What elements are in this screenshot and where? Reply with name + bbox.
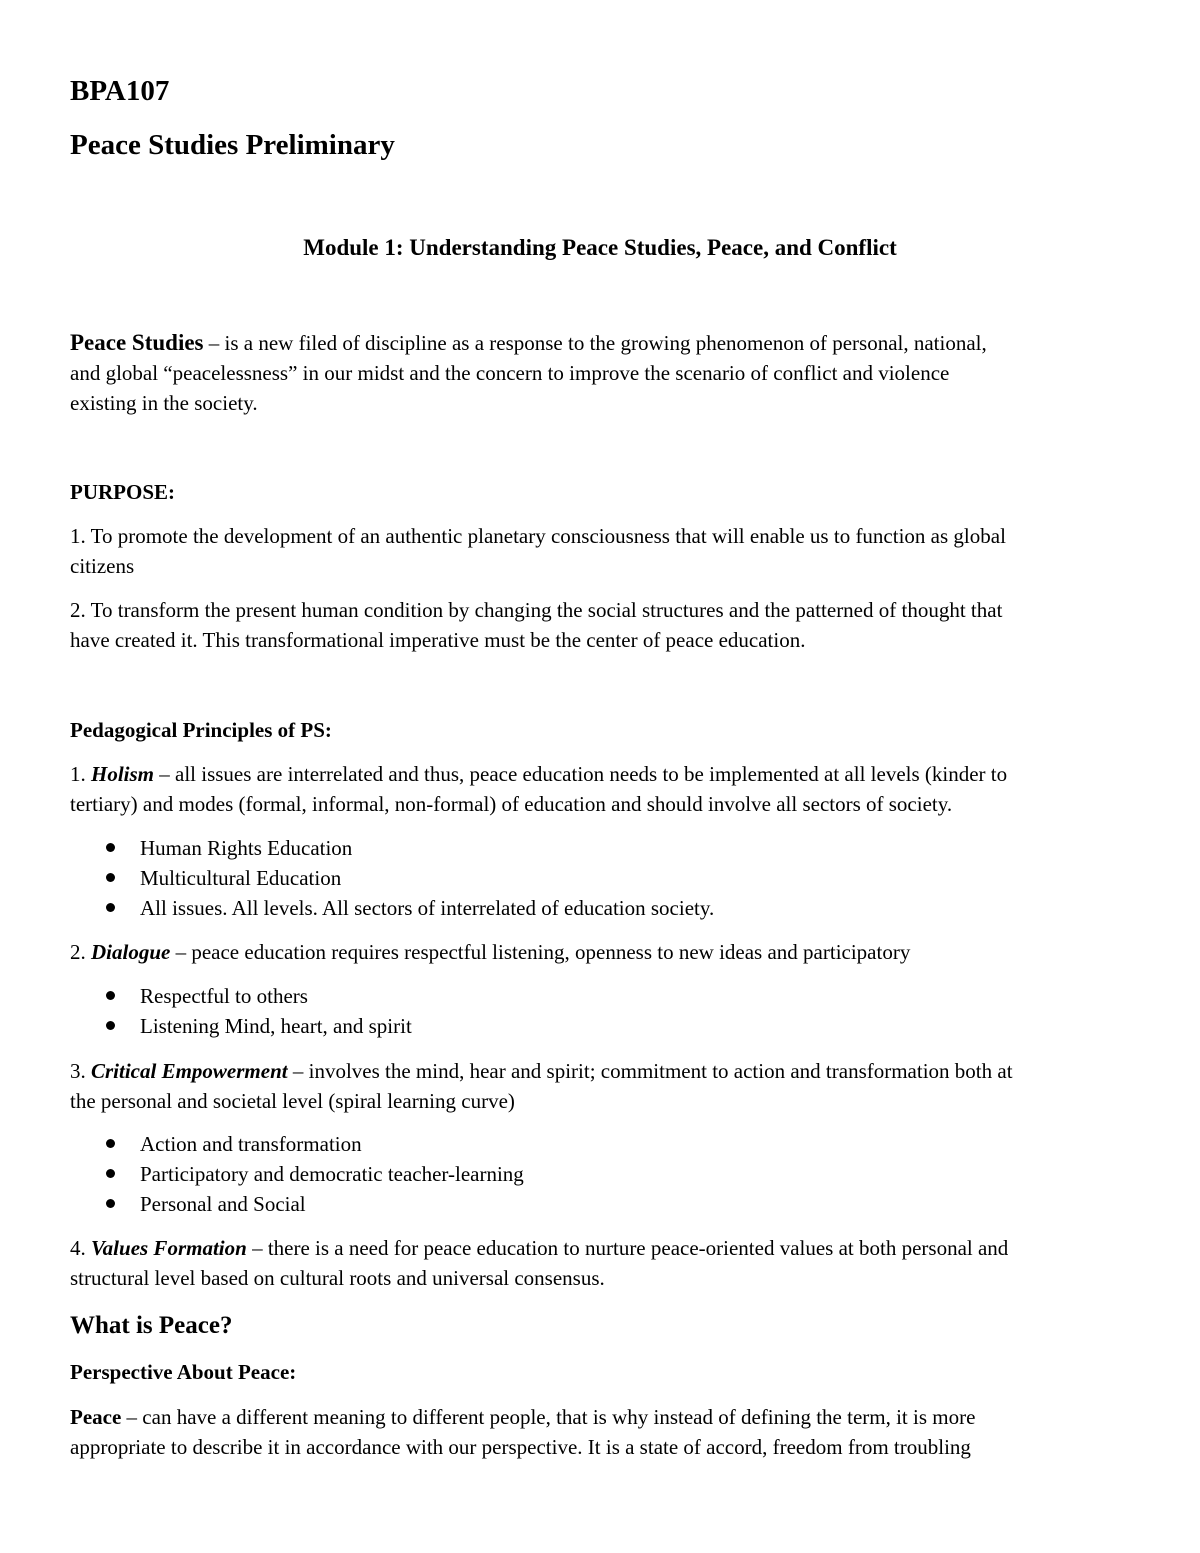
- principle-item: [70, 937, 910, 967]
- list-item-text: Respectful to others: [140, 984, 308, 1008]
- list-item-text: Participatory and democratic teacher-learning: [140, 1162, 524, 1186]
- list-item: [96, 863, 714, 893]
- bullet-icon: [106, 1199, 115, 1208]
- principle-text: – involves the mind, hear and spirit; commitment to action and transformation both at: [287, 1059, 1013, 1083]
- definition-term: Peace Studies: [70, 330, 204, 355]
- bullet-icon: [106, 873, 115, 882]
- list-item: [96, 981, 412, 1011]
- definition-line: and global “peacelessness” in our midst and the concern to improve the scenario of conflict and violence: [70, 361, 950, 385]
- definition-line: existing in the society.: [70, 391, 258, 415]
- bullet-list: [96, 833, 714, 923]
- definition-text: – can have a different meaning to different people, that is why instead of defining the term, it is more: [121, 1405, 976, 1429]
- principle-term: Dialogue: [91, 940, 171, 964]
- perspective-heading: Perspective About Peace:: [70, 1360, 297, 1384]
- peace-definition: [70, 1402, 975, 1462]
- principle-number: 3.: [70, 1059, 91, 1083]
- principle-line: the personal and societal level (spiral learning curve): [70, 1089, 515, 1113]
- definition-line: [70, 328, 987, 358]
- purpose-item: [70, 521, 1006, 581]
- definition-line: [70, 1402, 975, 1432]
- principle-number: 1.: [70, 762, 91, 786]
- principles-heading: Pedagogical Principles of PS:: [70, 718, 332, 742]
- list-item-text: Listening Mind, heart, and spirit: [140, 1014, 412, 1038]
- bullet-icon: [106, 1139, 115, 1148]
- definition-text: – is a new filed of discipline as a response to the growing phenomenon of personal, national,: [203, 331, 987, 355]
- purpose-item-line: citizens: [70, 554, 135, 578]
- principle-text: – peace education requires respectful listening, openness to new ideas and participatory: [170, 940, 911, 964]
- module-title: Module 1: Understanding Peace Studies, Peace, and Conflict: [303, 235, 897, 260]
- bullet-icon: [106, 903, 115, 912]
- list-item-text: Action and transformation: [140, 1132, 362, 1156]
- list-item: [96, 893, 714, 923]
- principle-term: Values Formation: [91, 1236, 247, 1260]
- purpose-item-line: 2. To transform the present human condition by changing the social structures and the patterned of thought that: [70, 598, 1003, 622]
- list-item-text: All issues. All levels. All sectors of interrelated of education society.: [140, 896, 715, 920]
- what-is-peace-heading: What is Peace?: [70, 1312, 233, 1339]
- bullet-icon: [106, 991, 115, 1000]
- principle-line: [70, 937, 910, 967]
- list-item: [96, 1129, 524, 1159]
- bullet-list: [96, 1129, 524, 1219]
- principle-item: [70, 1056, 1013, 1116]
- list-item-text: Human Rights Education: [140, 836, 353, 860]
- principle-item: [70, 759, 1007, 819]
- bullet-icon: [106, 1021, 115, 1030]
- purpose-item-line: have created it. This transformational imperative must be the center of peace education.: [70, 628, 806, 652]
- purpose-item: [70, 595, 1002, 655]
- bullet-list: [96, 981, 412, 1041]
- definition-line: appropriate to describe it in accordance with our perspective. It is a state of accord, freedom from troubling: [70, 1435, 971, 1459]
- principle-term: Holism: [91, 762, 155, 786]
- bullet-icon: [106, 1169, 115, 1178]
- principle-term: Critical Empowerment: [91, 1059, 288, 1083]
- purpose-item-line: 1. To promote the development of an authentic planetary consciousness that will enable us to function as global: [70, 524, 1006, 548]
- list-item: [96, 1189, 524, 1219]
- list-item: [96, 1159, 524, 1189]
- principle-line: [70, 759, 1007, 789]
- purpose-heading: PURPOSE:: [70, 480, 175, 504]
- principle-text: – there is a need for peace education to nurture peace-oriented values at both personal and: [246, 1236, 1009, 1260]
- principle-line: [70, 1056, 1013, 1086]
- document-title: Peace Studies Preliminary: [70, 129, 395, 161]
- principle-item: [70, 1233, 1008, 1293]
- list-item: [96, 833, 714, 863]
- principle-number: 4.: [70, 1236, 91, 1260]
- definition-term: Peace: [70, 1405, 122, 1429]
- principle-number: 2.: [70, 940, 91, 964]
- principle-line: [70, 1233, 1008, 1263]
- list-item: [96, 1011, 412, 1041]
- principle-text: – all issues are interrelated and thus, peace education needs to be implemented at all levels (kinder to: [154, 762, 1008, 786]
- list-item-text: Multicultural Education: [140, 866, 342, 890]
- list-item-text: Personal and Social: [140, 1192, 306, 1216]
- peace-studies-definition: [70, 328, 987, 418]
- course-code: BPA107: [70, 75, 170, 107]
- principle-line: tertiary) and modes (formal, informal, non-formal) of education and should involve all sectors of society.: [70, 792, 953, 816]
- bullet-icon: [106, 843, 115, 852]
- principle-line: structural level based on cultural roots and universal consensus.: [70, 1266, 605, 1290]
